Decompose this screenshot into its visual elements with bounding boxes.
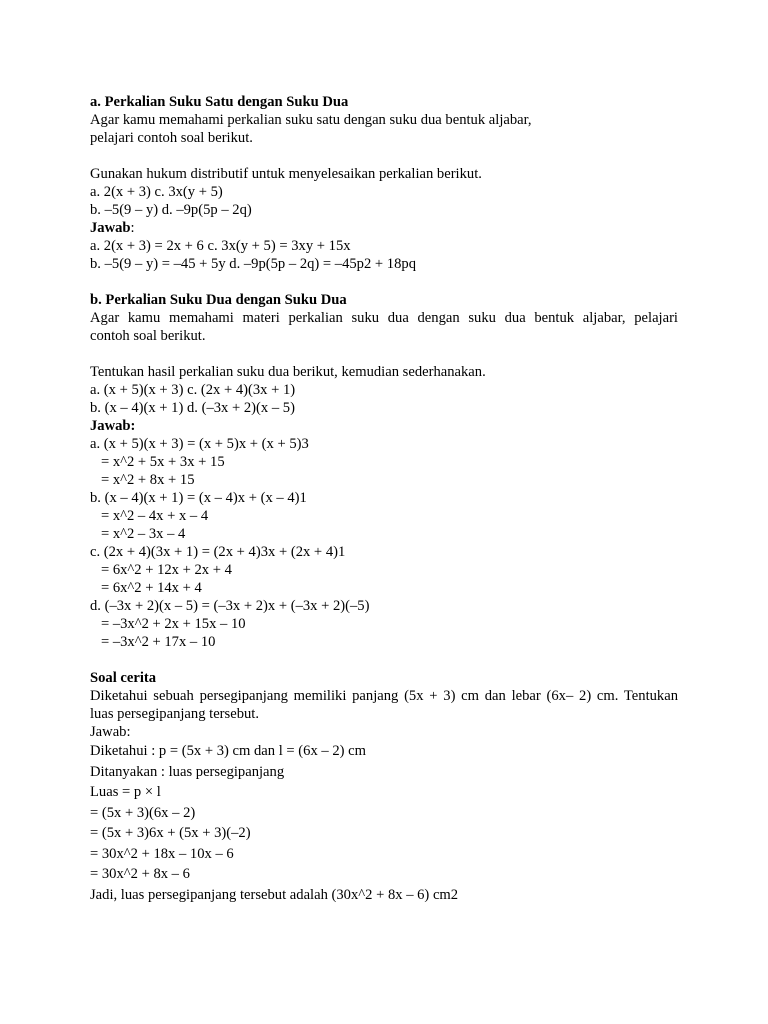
soal-cerita-line: = (5x + 3)(6x – 2) (90, 804, 196, 821)
section-b-step: = 6x^2 + 14x + 4 (90, 580, 202, 596)
section-b-answer-label: Jawab: (90, 418, 136, 434)
section-b-problem-1: a. (x + 5)(x + 3) c. (2x + 4)(3x + 1) (90, 382, 296, 398)
section-b-intro-line-1: Agar kamu memahami materi perkalian suku dua dengan suku dua bentuk aljabar, pelajari (90, 310, 678, 326)
section-b-step: = –3x^2 + 2x + 15x – 10 (90, 616, 246, 632)
section-b-step: a. (x + 5)(x + 3) = (x + 5)x + (x + 5)3 (90, 436, 309, 452)
spacer (90, 345, 678, 363)
soal-cerita-line: = 30x^2 + 18x – 10x – 6 (90, 845, 234, 862)
section-b-step: = x^2 – 3x – 4 (90, 526, 186, 542)
soal-cerita-answer-label: Jawab: (90, 724, 131, 740)
section-a-answer-2: b. –5(9 – y) = –45 + 5y d. –9p(5p – 2q) = –45p2 + 18pq (90, 256, 416, 272)
section-a-intro-line-1: Agar kamu memahami perkalian suku satu dengan suku dua bentuk aljabar, (90, 112, 532, 128)
section-a-answer-1: a. 2(x + 3) = 2x + 6 c. 3x(y + 5) = 3xy + 15x (90, 238, 351, 254)
spacer (90, 273, 678, 291)
section-b-step: d. (–3x + 2)(x – 5) = (–3x + 2)x + (–3x + 2)(–5) (90, 598, 370, 614)
spacer (90, 651, 678, 669)
section-a-instruction: Gunakan hukum distributif untuk menyelesaikan perkalian berikut. (90, 166, 482, 182)
section-b-step: = x^2 – 4x + x – 4 (90, 508, 209, 524)
soal-cerita-heading: Soal cerita (90, 670, 157, 686)
section-a-heading: a. Perkalian Suku Satu dengan Suku Dua (90, 94, 349, 110)
section-b-heading: b. Perkalian Suku Dua dengan Suku Dua (90, 292, 347, 308)
soal-cerita-problem-line-2: luas persegipanjang tersebut. (90, 706, 259, 722)
section-b-instruction: Tentukan hasil perkalian suku dua berikut, kemudian sederhanakan. (90, 364, 486, 380)
soal-cerita-line: Ditanyakan : luas persegipanjang (90, 763, 285, 780)
soal-cerita-problem-line-1: Diketahui sebuah persegipanjang memiliki panjang (5x + 3) cm dan lebar (6x– 2) cm. Tentukan (90, 688, 678, 704)
section-b-step: b. (x – 4)(x + 1) = (x – 4)x + (x – 4)1 (90, 490, 307, 506)
section-b-intro-line-2: contoh soal berikut. (90, 328, 206, 344)
section-a-answer-colon: : (130, 220, 135, 236)
section-b-step: c. (2x + 4)(3x + 1) = (2x + 4)3x + (2x + 4)1 (90, 544, 346, 560)
soal-cerita-line: Diketahui : p = (5x + 3) cm dan l = (6x – 2) cm (90, 743, 366, 759)
section-b-step: = –3x^2 + 17x – 10 (90, 634, 216, 650)
section-a-problem-2: b. –5(9 – y) d. –9p(5p – 2q) (90, 202, 252, 218)
section-b-step: = x^2 + 5x + 3x + 15 (90, 454, 225, 470)
soal-cerita-conclusion: Jadi, luas persegipanjang tersebut adalah (30x^2 + 8x – 6) cm2 (90, 886, 459, 903)
section-b-step: = 6x^2 + 12x + 2x + 4 (90, 562, 232, 578)
soal-cerita-line: = 30x^2 + 8x – 6 (90, 866, 190, 882)
soal-cerita-line: Luas = p × l (90, 784, 161, 800)
section-a-problem-1: a. 2(x + 3) c. 3x(y + 5) (90, 184, 223, 200)
section-b-step: = x^2 + 8x + 15 (90, 472, 195, 488)
spacer (90, 147, 678, 165)
section-b-problem-2: b. (x – 4)(x + 1) d. (–3x + 2)(x – 5) (90, 400, 295, 416)
section-a-answer-label: Jawab (90, 220, 131, 236)
soal-cerita-line: = (5x + 3)6x + (5x + 3)(–2) (90, 825, 251, 841)
section-a-answer-label-line (90, 219, 678, 237)
section-a-intro-line-2: pelajari contoh soal berikut. (90, 130, 253, 146)
